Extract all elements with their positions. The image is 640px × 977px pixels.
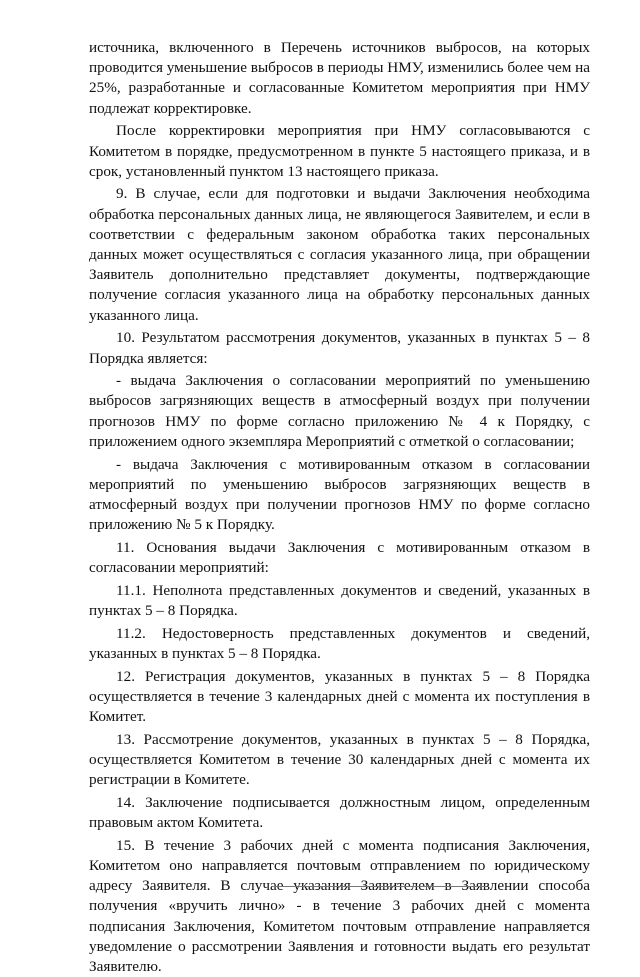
paragraph: источника, включенного в Перечень источников выбросов, на которых проводится уменьшение выбросов в периоды НМУ, изменились более чем на 25%, разработанные и согласованные Комитетом мероприятия при НМУ подлежат корректировке. [89,39,590,117]
paragraph: 14. Заключение подписывается должностным лицом, определенным правовым актом Комитета. [89,793,590,832]
paragraph: 15. В течение 3 рабочих дней с момента подписания Заключения, Комитетом оно направляется почтовым отправлением по юридическому адресу Заявителя. В случае указания Заявителем в Заявлении способа получения «вручить лично» - в течение 3 рабочих дней с момента подписания Заключения, Комитетом почтовым отправление направляется уведомление о рассмотрении Заявления и готовности выдать его результат Заявителю. [89,836,590,975]
paragraph: 10. Результатом рассмотрения документов, указанных в пунктах 5 – 8 Порядка является: [89,329,590,367]
paragraph: 13. Рассмотрение документов, указанных в пунктах 5 – 8 Порядка, осуществляется Комитетом в течение 30 календарных дней с момента их регистрации в Комитете. [89,730,590,789]
document-body [89,38,590,977]
paragraph: 12. Регистрация документов, указанных в пунктах 5 – 8 Порядка осуществляется в течение 3 календарных дней с момента их поступления в Комитет. [89,667,590,725]
paragraph: После корректировки мероприятия при НМУ согласовываются с Комитетом в порядке, предусмотренном в пункте 5 настоящего приказа, и в срок, установленный пунктом 13 настоящего приказа. [89,122,590,180]
paragraph: - выдача Заключения с мотивированным отказом в согласовании мероприятий по уменьшению выбросов загрязняющих веществ в атмосферный воздух при получении прогнозов НМУ по форме согласно приложению № 5 к Порядку. [89,455,590,534]
paragraph: 11.2. Недостоверность представленных документов и сведений, указанных в пунктах 5 – 8 Порядка. [89,624,590,662]
paragraph: - выдача Заключения о согласовании мероприятий по уменьшению выбросов загрязняющих веществ в атмосферный воздух при получении прогнозов НМУ по форме согласно приложению № 4 к Порядку, с приложением одного экземпляра Мероприятий с отметкой о согласовании; [89,372,590,450]
paragraph: 9. В случае, если для подготовки и выдачи Заключения необходима обработка персональных данных лица, не являющегося Заявителем, и если в соответствии с федеральным законом обработка таких персональных данных может осуществляться с согласия указанного лица, при обращении Заявитель дополнительно представляет документы, подтверждающие получение согласия указанного лица на обработку персональных данных указанного лица. [89,185,590,324]
footnote-divider [274,886,486,887]
paragraph: 11.1. Неполнота представленных документов и сведений, указанных в пунктах 5 – 8 Порядка. [89,581,590,619]
paragraph: 11. Основания выдачи Заключения с мотивированным отказом в согласовании мероприятий: [89,538,590,577]
